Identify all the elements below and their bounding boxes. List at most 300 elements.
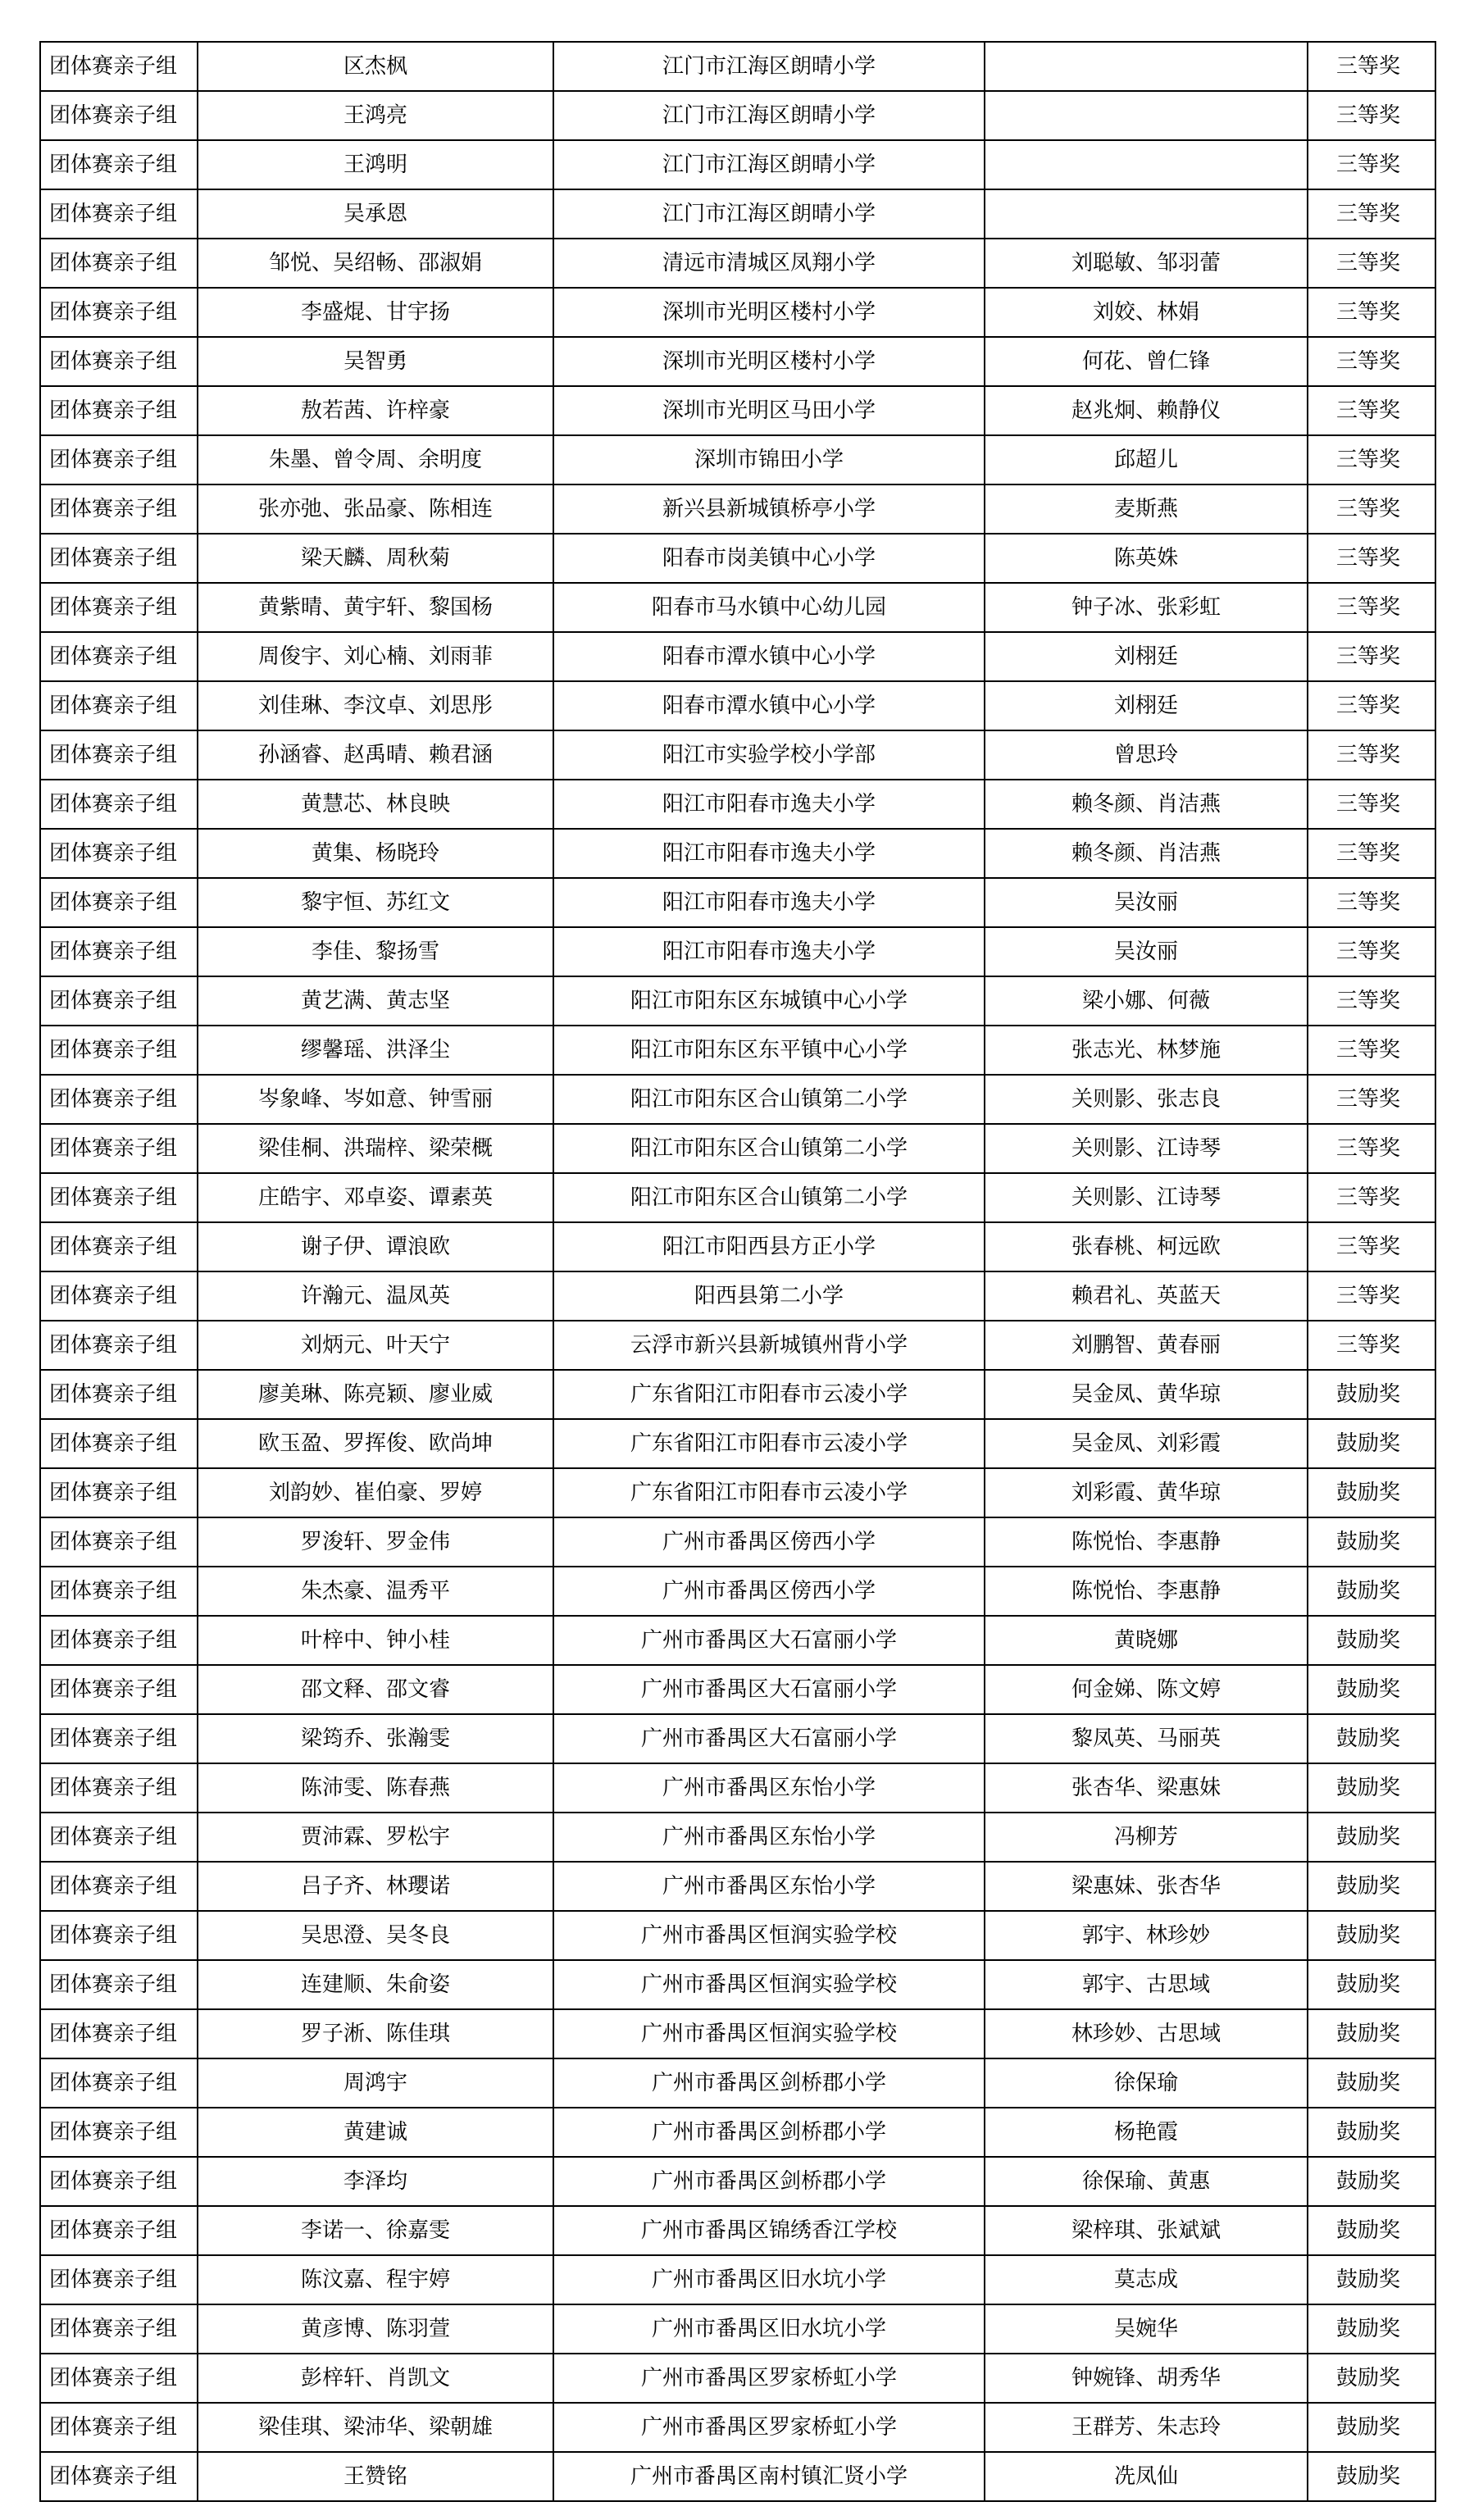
group-cell: 团体赛亲子组 (40, 1960, 198, 2009)
table-row (40, 2354, 1435, 2403)
award-cell: 三等奖 (1308, 1271, 1435, 1321)
table-row (40, 1419, 1435, 1468)
award-cell: 三等奖 (1308, 91, 1435, 140)
school-cell: 阳春市潭水镇中心小学 (553, 632, 985, 681)
award-cell: 鼓励奖 (1308, 2206, 1435, 2255)
table-row (40, 927, 1435, 976)
school-cell: 阳江市实验学校小学部 (553, 730, 985, 780)
school-cell: 清远市清城区凤翔小学 (553, 239, 985, 288)
award-cell: 鼓励奖 (1308, 1862, 1435, 1911)
participants-cell: 黎宇恒、苏红文 (198, 878, 553, 927)
teachers-cell: 刘姣、林娟 (985, 288, 1308, 337)
table-row (40, 1911, 1435, 1960)
award-cell: 三等奖 (1308, 288, 1435, 337)
teachers-cell: 麦斯燕 (985, 484, 1308, 534)
teachers-cell: 吴金凤、刘彩霞 (985, 1419, 1308, 1468)
teachers-cell: 刘聪敏、邹羽蕾 (985, 239, 1308, 288)
teachers-cell: 吴金凤、黄华琼 (985, 1370, 1308, 1419)
teachers-cell: 冯柳芳 (985, 1813, 1308, 1862)
school-cell: 广州市番禺区大石富丽小学 (553, 1714, 985, 1763)
group-cell: 团体赛亲子组 (40, 239, 198, 288)
school-cell: 广州市番禺区大石富丽小学 (553, 1665, 985, 1714)
group-cell: 团体赛亲子组 (40, 288, 198, 337)
school-cell: 广州市番禺区旧水坑小学 (553, 2304, 985, 2354)
award-cell: 三等奖 (1308, 534, 1435, 583)
group-cell: 团体赛亲子组 (40, 829, 198, 878)
teachers-cell (985, 189, 1308, 239)
teachers-cell: 张春桃、柯远欧 (985, 1222, 1308, 1271)
award-cell: 三等奖 (1308, 632, 1435, 681)
participants-cell: 彭梓轩、肖凯文 (198, 2354, 553, 2403)
group-cell: 团体赛亲子组 (40, 1173, 198, 1222)
group-cell: 团体赛亲子组 (40, 1419, 198, 1468)
award-cell: 三等奖 (1308, 435, 1435, 484)
participants-cell: 黄建诚 (198, 2108, 553, 2157)
participants-cell: 梁筠乔、张瀚雯 (198, 1714, 553, 1763)
award-cell: 三等奖 (1308, 386, 1435, 435)
teachers-cell: 赖冬颜、肖洁燕 (985, 780, 1308, 829)
teachers-cell: 何花、曾仁锋 (985, 337, 1308, 386)
table-row (40, 2108, 1435, 2157)
school-cell: 广州市番禺区罗家桥虹小学 (553, 2403, 985, 2452)
school-cell: 深圳市锦田小学 (553, 435, 985, 484)
school-cell: 阳江市阳东区合山镇第二小学 (553, 1124, 985, 1173)
table-row (40, 91, 1435, 140)
table-row (40, 1321, 1435, 1370)
school-cell: 江门市江海区朗晴小学 (553, 189, 985, 239)
table-row (40, 1665, 1435, 1714)
school-cell: 深圳市光明区马田小学 (553, 386, 985, 435)
table-row (40, 435, 1435, 484)
table-row (40, 484, 1435, 534)
teachers-cell (985, 91, 1308, 140)
school-cell: 广州市番禺区罗家桥虹小学 (553, 2354, 985, 2403)
table-row (40, 1026, 1435, 1075)
award-cell: 鼓励奖 (1308, 1567, 1435, 1616)
table-row (40, 2452, 1435, 2501)
group-cell: 团体赛亲子组 (40, 1321, 198, 1370)
group-cell: 团体赛亲子组 (40, 91, 198, 140)
school-cell: 阳江市阳东区东平镇中心小学 (553, 1026, 985, 1075)
teachers-cell: 王群芳、朱志玲 (985, 2403, 1308, 2452)
school-cell: 广州市番禺区旧水坑小学 (553, 2255, 985, 2304)
participants-cell: 贾沛霖、罗松宇 (198, 1813, 553, 1862)
table-row (40, 1173, 1435, 1222)
teachers-cell: 陈悦怡、李惠静 (985, 1517, 1308, 1567)
award-cell: 鼓励奖 (1308, 2108, 1435, 2157)
group-cell: 团体赛亲子组 (40, 2403, 198, 2452)
participants-cell: 黄慧芯、林良映 (198, 780, 553, 829)
award-cell: 鼓励奖 (1308, 1960, 1435, 2009)
award-cell: 鼓励奖 (1308, 2157, 1435, 2206)
participants-cell: 廖美琳、陈亮颖、廖业威 (198, 1370, 553, 1419)
table-row (40, 1567, 1435, 1616)
school-cell: 江门市江海区朗晴小学 (553, 91, 985, 140)
teachers-cell: 梁小娜、何薇 (985, 976, 1308, 1026)
award-cell: 鼓励奖 (1308, 2403, 1435, 2452)
group-cell: 团体赛亲子组 (40, 1026, 198, 1075)
award-cell: 三等奖 (1308, 42, 1435, 91)
participants-cell: 周俊宇、刘心楠、刘雨菲 (198, 632, 553, 681)
award-cell: 三等奖 (1308, 1075, 1435, 1124)
group-cell: 团体赛亲子组 (40, 1370, 198, 1419)
school-cell: 广州市番禺区剑桥郡小学 (553, 2108, 985, 2157)
participants-cell: 黄紫晴、黄宇轩、黎国杨 (198, 583, 553, 632)
award-cell: 鼓励奖 (1308, 2009, 1435, 2058)
award-cell: 鼓励奖 (1308, 1468, 1435, 1517)
table-row (40, 288, 1435, 337)
award-cell: 鼓励奖 (1308, 1714, 1435, 1763)
teachers-cell: 杨艳霞 (985, 2108, 1308, 2157)
participants-cell: 梁佳桐、洪瑞梓、梁荣概 (198, 1124, 553, 1173)
group-cell: 团体赛亲子组 (40, 1468, 198, 1517)
group-cell: 团体赛亲子组 (40, 878, 198, 927)
participants-cell: 黄集、杨晓玲 (198, 829, 553, 878)
school-cell: 阳春市潭水镇中心小学 (553, 681, 985, 730)
table-row (40, 2304, 1435, 2354)
participants-cell: 叶梓中、钟小桂 (198, 1616, 553, 1665)
participants-cell: 张亦弛、张品豪、陈相连 (198, 484, 553, 534)
group-cell: 团体赛亲子组 (40, 1862, 198, 1911)
table-row (40, 1813, 1435, 1862)
participants-cell: 周鸿宇 (198, 2058, 553, 2108)
participants-cell: 岑象峰、岑如意、钟雪丽 (198, 1075, 553, 1124)
award-cell: 三等奖 (1308, 681, 1435, 730)
school-cell: 广州市番禺区傍西小学 (553, 1567, 985, 1616)
participants-cell: 敖若茜、许梓豪 (198, 386, 553, 435)
table-row (40, 1075, 1435, 1124)
award-cell: 鼓励奖 (1308, 1616, 1435, 1665)
award-cell: 鼓励奖 (1308, 1665, 1435, 1714)
table-row (40, 1862, 1435, 1911)
school-cell: 广州市番禺区剑桥郡小学 (553, 2157, 985, 2206)
table-row (40, 878, 1435, 927)
participants-cell: 刘佳琳、李汶卓、刘思彤 (198, 681, 553, 730)
table-row (40, 140, 1435, 189)
school-cell: 深圳市光明区楼村小学 (553, 288, 985, 337)
school-cell: 广州市番禺区东怡小学 (553, 1763, 985, 1813)
table-row (40, 337, 1435, 386)
participants-cell: 区杰枫 (198, 42, 553, 91)
group-cell: 团体赛亲子组 (40, 1517, 198, 1567)
group-cell: 团体赛亲子组 (40, 780, 198, 829)
teachers-cell: 刘栩廷 (985, 632, 1308, 681)
award-cell: 鼓励奖 (1308, 1763, 1435, 1813)
group-cell: 团体赛亲子组 (40, 2354, 198, 2403)
school-cell: 阳西县第二小学 (553, 1271, 985, 1321)
table-row (40, 1517, 1435, 1567)
teachers-cell (985, 42, 1308, 91)
school-cell: 深圳市光明区楼村小学 (553, 337, 985, 386)
award-cell: 鼓励奖 (1308, 1813, 1435, 1862)
teachers-cell: 钟子冰、张彩虹 (985, 583, 1308, 632)
group-cell: 团体赛亲子组 (40, 2157, 198, 2206)
teachers-cell: 梁梓琪、张斌斌 (985, 2206, 1308, 2255)
award-cell: 三等奖 (1308, 1173, 1435, 1222)
participants-cell: 王赞铭 (198, 2452, 553, 2501)
award-cell: 鼓励奖 (1308, 2304, 1435, 2354)
teachers-cell: 林珍妙、古思域 (985, 2009, 1308, 2058)
school-cell: 阳江市阳春市逸夫小学 (553, 927, 985, 976)
participants-cell: 谢子伊、谭浪欧 (198, 1222, 553, 1271)
teachers-cell: 冼凤仙 (985, 2452, 1308, 2501)
teachers-cell: 何金娣、陈文婷 (985, 1665, 1308, 1714)
group-cell: 团体赛亲子组 (40, 1911, 198, 1960)
school-cell: 云浮市新兴县新城镇州背小学 (553, 1321, 985, 1370)
table-row (40, 2206, 1435, 2255)
school-cell: 阳江市阳东区合山镇第二小学 (553, 1075, 985, 1124)
school-cell: 广州市番禺区恒润实验学校 (553, 1911, 985, 1960)
school-cell: 广东省阳江市阳春市云凌小学 (553, 1370, 985, 1419)
participants-cell: 李泽均 (198, 2157, 553, 2206)
school-cell: 广州市番禺区恒润实验学校 (553, 1960, 985, 2009)
participants-cell: 梁佳琪、梁沛华、梁朝雄 (198, 2403, 553, 2452)
participants-cell: 刘韵妙、崔伯豪、罗婷 (198, 1468, 553, 1517)
award-cell: 鼓励奖 (1308, 2452, 1435, 2501)
group-cell: 团体赛亲子组 (40, 1075, 198, 1124)
participants-cell: 朱杰豪、温秀平 (198, 1567, 553, 1616)
group-cell: 团体赛亲子组 (40, 1763, 198, 1813)
teachers-cell: 赖冬颜、肖洁燕 (985, 829, 1308, 878)
group-cell: 团体赛亲子组 (40, 583, 198, 632)
group-cell: 团体赛亲子组 (40, 42, 198, 91)
school-cell: 广东省阳江市阳春市云凌小学 (553, 1419, 985, 1468)
table-row (40, 2058, 1435, 2108)
group-cell: 团体赛亲子组 (40, 386, 198, 435)
table-row (40, 1222, 1435, 1271)
teachers-cell: 关则影、张志良 (985, 1075, 1308, 1124)
table-row (40, 681, 1435, 730)
participants-cell: 梁天麟、周秋菊 (198, 534, 553, 583)
participants-cell: 欧玉盈、罗挥俊、欧尚坤 (198, 1419, 553, 1468)
table-row (40, 1271, 1435, 1321)
award-cell: 鼓励奖 (1308, 1419, 1435, 1468)
group-cell: 团体赛亲子组 (40, 140, 198, 189)
group-cell: 团体赛亲子组 (40, 2108, 198, 2157)
participants-cell: 孙涵睿、赵禹晴、赖君涵 (198, 730, 553, 780)
table-row (40, 1960, 1435, 2009)
participants-cell: 吕子齐、林瓔诺 (198, 1862, 553, 1911)
school-cell: 江门市江海区朗晴小学 (553, 42, 985, 91)
teachers-cell: 刘鹏智、黄春丽 (985, 1321, 1308, 1370)
table-row (40, 1616, 1435, 1665)
school-cell: 广州市番禺区锦绣香江学校 (553, 2206, 985, 2255)
teachers-cell: 徐保瑜 (985, 2058, 1308, 2108)
participants-cell: 王鸿亮 (198, 91, 553, 140)
school-cell: 阳江市阳西县方正小学 (553, 1222, 985, 1271)
teachers-cell: 邱超儿 (985, 435, 1308, 484)
school-cell: 阳江市阳东区合山镇第二小学 (553, 1173, 985, 1222)
teachers-cell: 梁惠妹、张杏华 (985, 1862, 1308, 1911)
participants-cell: 陈汶嘉、程宇婷 (198, 2255, 553, 2304)
table-row (40, 1714, 1435, 1763)
group-cell: 团体赛亲子组 (40, 1271, 198, 1321)
participants-cell: 朱墨、曾令周、余明度 (198, 435, 553, 484)
award-cell: 三等奖 (1308, 484, 1435, 534)
school-cell: 阳江市阳春市逸夫小学 (553, 878, 985, 927)
group-cell: 团体赛亲子组 (40, 337, 198, 386)
participants-cell: 吴思澄、吴冬良 (198, 1911, 553, 1960)
award-cell: 三等奖 (1308, 1222, 1435, 1271)
award-cell: 三等奖 (1308, 730, 1435, 780)
teachers-cell: 黎凤英、马丽英 (985, 1714, 1308, 1763)
school-cell: 阳春市岗美镇中心小学 (553, 534, 985, 583)
award-cell: 三等奖 (1308, 878, 1435, 927)
teachers-cell: 张志光、林梦施 (985, 1026, 1308, 1075)
award-table-body (40, 42, 1435, 2501)
award-cell: 三等奖 (1308, 583, 1435, 632)
teachers-cell: 黄晓娜 (985, 1616, 1308, 1665)
award-cell: 鼓励奖 (1308, 1517, 1435, 1567)
award-cell: 三等奖 (1308, 976, 1435, 1026)
school-cell: 广州市番禺区南村镇汇贤小学 (553, 2452, 985, 2501)
participants-cell: 刘炳元、叶天宁 (198, 1321, 553, 1370)
school-cell: 广州市番禺区大石富丽小学 (553, 1616, 985, 1665)
teachers-cell: 张杏华、梁惠妹 (985, 1763, 1308, 1813)
school-cell: 新兴县新城镇桥亭小学 (553, 484, 985, 534)
group-cell: 团体赛亲子组 (40, 484, 198, 534)
group-cell: 团体赛亲子组 (40, 534, 198, 583)
school-cell: 阳春市马水镇中心幼儿园 (553, 583, 985, 632)
table-row (40, 2157, 1435, 2206)
award-cell: 三等奖 (1308, 1124, 1435, 1173)
group-cell: 团体赛亲子组 (40, 1222, 198, 1271)
award-cell: 三等奖 (1308, 239, 1435, 288)
participants-cell: 缪馨瑶、洪泽尘 (198, 1026, 553, 1075)
award-table (39, 41, 1436, 2502)
teachers-cell: 赖君礼、英蓝天 (985, 1271, 1308, 1321)
participants-cell: 李佳、黎扬雪 (198, 927, 553, 976)
award-cell: 鼓励奖 (1308, 2255, 1435, 2304)
teachers-cell: 莫志成 (985, 2255, 1308, 2304)
table-row (40, 1124, 1435, 1173)
school-cell: 广州市番禺区剑桥郡小学 (553, 2058, 985, 2108)
participants-cell: 邵文释、邵文睿 (198, 1665, 553, 1714)
table-row (40, 632, 1435, 681)
award-cell: 三等奖 (1308, 927, 1435, 976)
teachers-cell: 钟婉锋、胡秀华 (985, 2354, 1308, 2403)
award-cell: 三等奖 (1308, 829, 1435, 878)
teachers-cell: 刘栩廷 (985, 681, 1308, 730)
group-cell: 团体赛亲子组 (40, 1124, 198, 1173)
school-cell: 广州市番禺区恒润实验学校 (553, 2009, 985, 2058)
award-cell: 三等奖 (1308, 140, 1435, 189)
participants-cell: 王鸿明 (198, 140, 553, 189)
group-cell: 团体赛亲子组 (40, 632, 198, 681)
group-cell: 团体赛亲子组 (40, 2009, 198, 2058)
teachers-cell: 郭宇、林珍妙 (985, 1911, 1308, 1960)
group-cell: 团体赛亲子组 (40, 976, 198, 1026)
participants-cell: 陈沛雯、陈春燕 (198, 1763, 553, 1813)
school-cell: 广州市番禺区傍西小学 (553, 1517, 985, 1567)
school-cell: 阳江市阳春市逸夫小学 (553, 780, 985, 829)
table-row (40, 583, 1435, 632)
participants-cell: 李诺一、徐嘉雯 (198, 2206, 553, 2255)
teachers-cell: 徐保瑜、黄惠 (985, 2157, 1308, 2206)
table-row (40, 1468, 1435, 1517)
table-row (40, 1763, 1435, 1813)
group-cell: 团体赛亲子组 (40, 1616, 198, 1665)
school-cell: 广州市番禺区东怡小学 (553, 1862, 985, 1911)
teachers-cell (985, 140, 1308, 189)
group-cell: 团体赛亲子组 (40, 730, 198, 780)
award-cell: 三等奖 (1308, 1321, 1435, 1370)
group-cell: 团体赛亲子组 (40, 2452, 198, 2501)
table-row (40, 534, 1435, 583)
participants-cell: 吴智勇 (198, 337, 553, 386)
table-row (40, 829, 1435, 878)
teachers-cell: 关则影、江诗琴 (985, 1173, 1308, 1222)
table-row (40, 42, 1435, 91)
group-cell: 团体赛亲子组 (40, 435, 198, 484)
teachers-cell: 曾思玲 (985, 730, 1308, 780)
school-cell: 广州市番禺区东怡小学 (553, 1813, 985, 1862)
award-cell: 鼓励奖 (1308, 2058, 1435, 2108)
group-cell: 团体赛亲子组 (40, 2206, 198, 2255)
table-row (40, 780, 1435, 829)
school-cell: 广东省阳江市阳春市云凌小学 (553, 1468, 985, 1517)
teachers-cell: 吴汝丽 (985, 927, 1308, 976)
participants-cell: 吴承恩 (198, 189, 553, 239)
group-cell: 团体赛亲子组 (40, 1665, 198, 1714)
participants-cell: 许瀚元、温凤英 (198, 1271, 553, 1321)
table-row (40, 386, 1435, 435)
award-cell: 三等奖 (1308, 780, 1435, 829)
teachers-cell: 刘彩霞、黄华琼 (985, 1468, 1308, 1517)
award-cell: 三等奖 (1308, 337, 1435, 386)
teachers-cell: 吴汝丽 (985, 878, 1308, 927)
teachers-cell: 吴婉华 (985, 2304, 1308, 2354)
participants-cell: 连建顺、朱俞姿 (198, 1960, 553, 2009)
table-row (40, 189, 1435, 239)
participants-cell: 庄皓宇、邓卓姿、谭素英 (198, 1173, 553, 1222)
award-cell: 鼓励奖 (1308, 1370, 1435, 1419)
school-cell: 阳江市阳春市逸夫小学 (553, 829, 985, 878)
table-row (40, 2009, 1435, 2058)
group-cell: 团体赛亲子组 (40, 681, 198, 730)
teachers-cell: 赵兆炯、赖静仪 (985, 386, 1308, 435)
school-cell: 阳江市阳东区东城镇中心小学 (553, 976, 985, 1026)
participants-cell: 黄彦博、陈羽萱 (198, 2304, 553, 2354)
school-cell: 江门市江海区朗晴小学 (553, 140, 985, 189)
table-row (40, 976, 1435, 1026)
table-row (40, 239, 1435, 288)
teachers-cell: 陈英姝 (985, 534, 1308, 583)
group-cell: 团体赛亲子组 (40, 1714, 198, 1763)
table-row (40, 1370, 1435, 1419)
group-cell: 团体赛亲子组 (40, 927, 198, 976)
participants-cell: 黄艺满、黄志坚 (198, 976, 553, 1026)
participants-cell: 罗子淅、陈佳琪 (198, 2009, 553, 2058)
teachers-cell: 陈悦怡、李惠静 (985, 1567, 1308, 1616)
table-row (40, 2255, 1435, 2304)
award-cell: 三等奖 (1308, 189, 1435, 239)
group-cell: 团体赛亲子组 (40, 1813, 198, 1862)
table-row (40, 2403, 1435, 2452)
group-cell: 团体赛亲子组 (40, 2304, 198, 2354)
teachers-cell: 郭宇、古思域 (985, 1960, 1308, 2009)
group-cell: 团体赛亲子组 (40, 2255, 198, 2304)
group-cell: 团体赛亲子组 (40, 189, 198, 239)
table-row (40, 730, 1435, 780)
participants-cell: 邹悦、吴绍畅、邵淑娟 (198, 239, 553, 288)
group-cell: 团体赛亲子组 (40, 1567, 198, 1616)
award-cell: 鼓励奖 (1308, 1911, 1435, 1960)
participants-cell: 李盛焜、甘宇扬 (198, 288, 553, 337)
participants-cell: 罗浚轩、罗金伟 (198, 1517, 553, 1567)
award-cell: 鼓励奖 (1308, 2354, 1435, 2403)
group-cell: 团体赛亲子组 (40, 2058, 198, 2108)
